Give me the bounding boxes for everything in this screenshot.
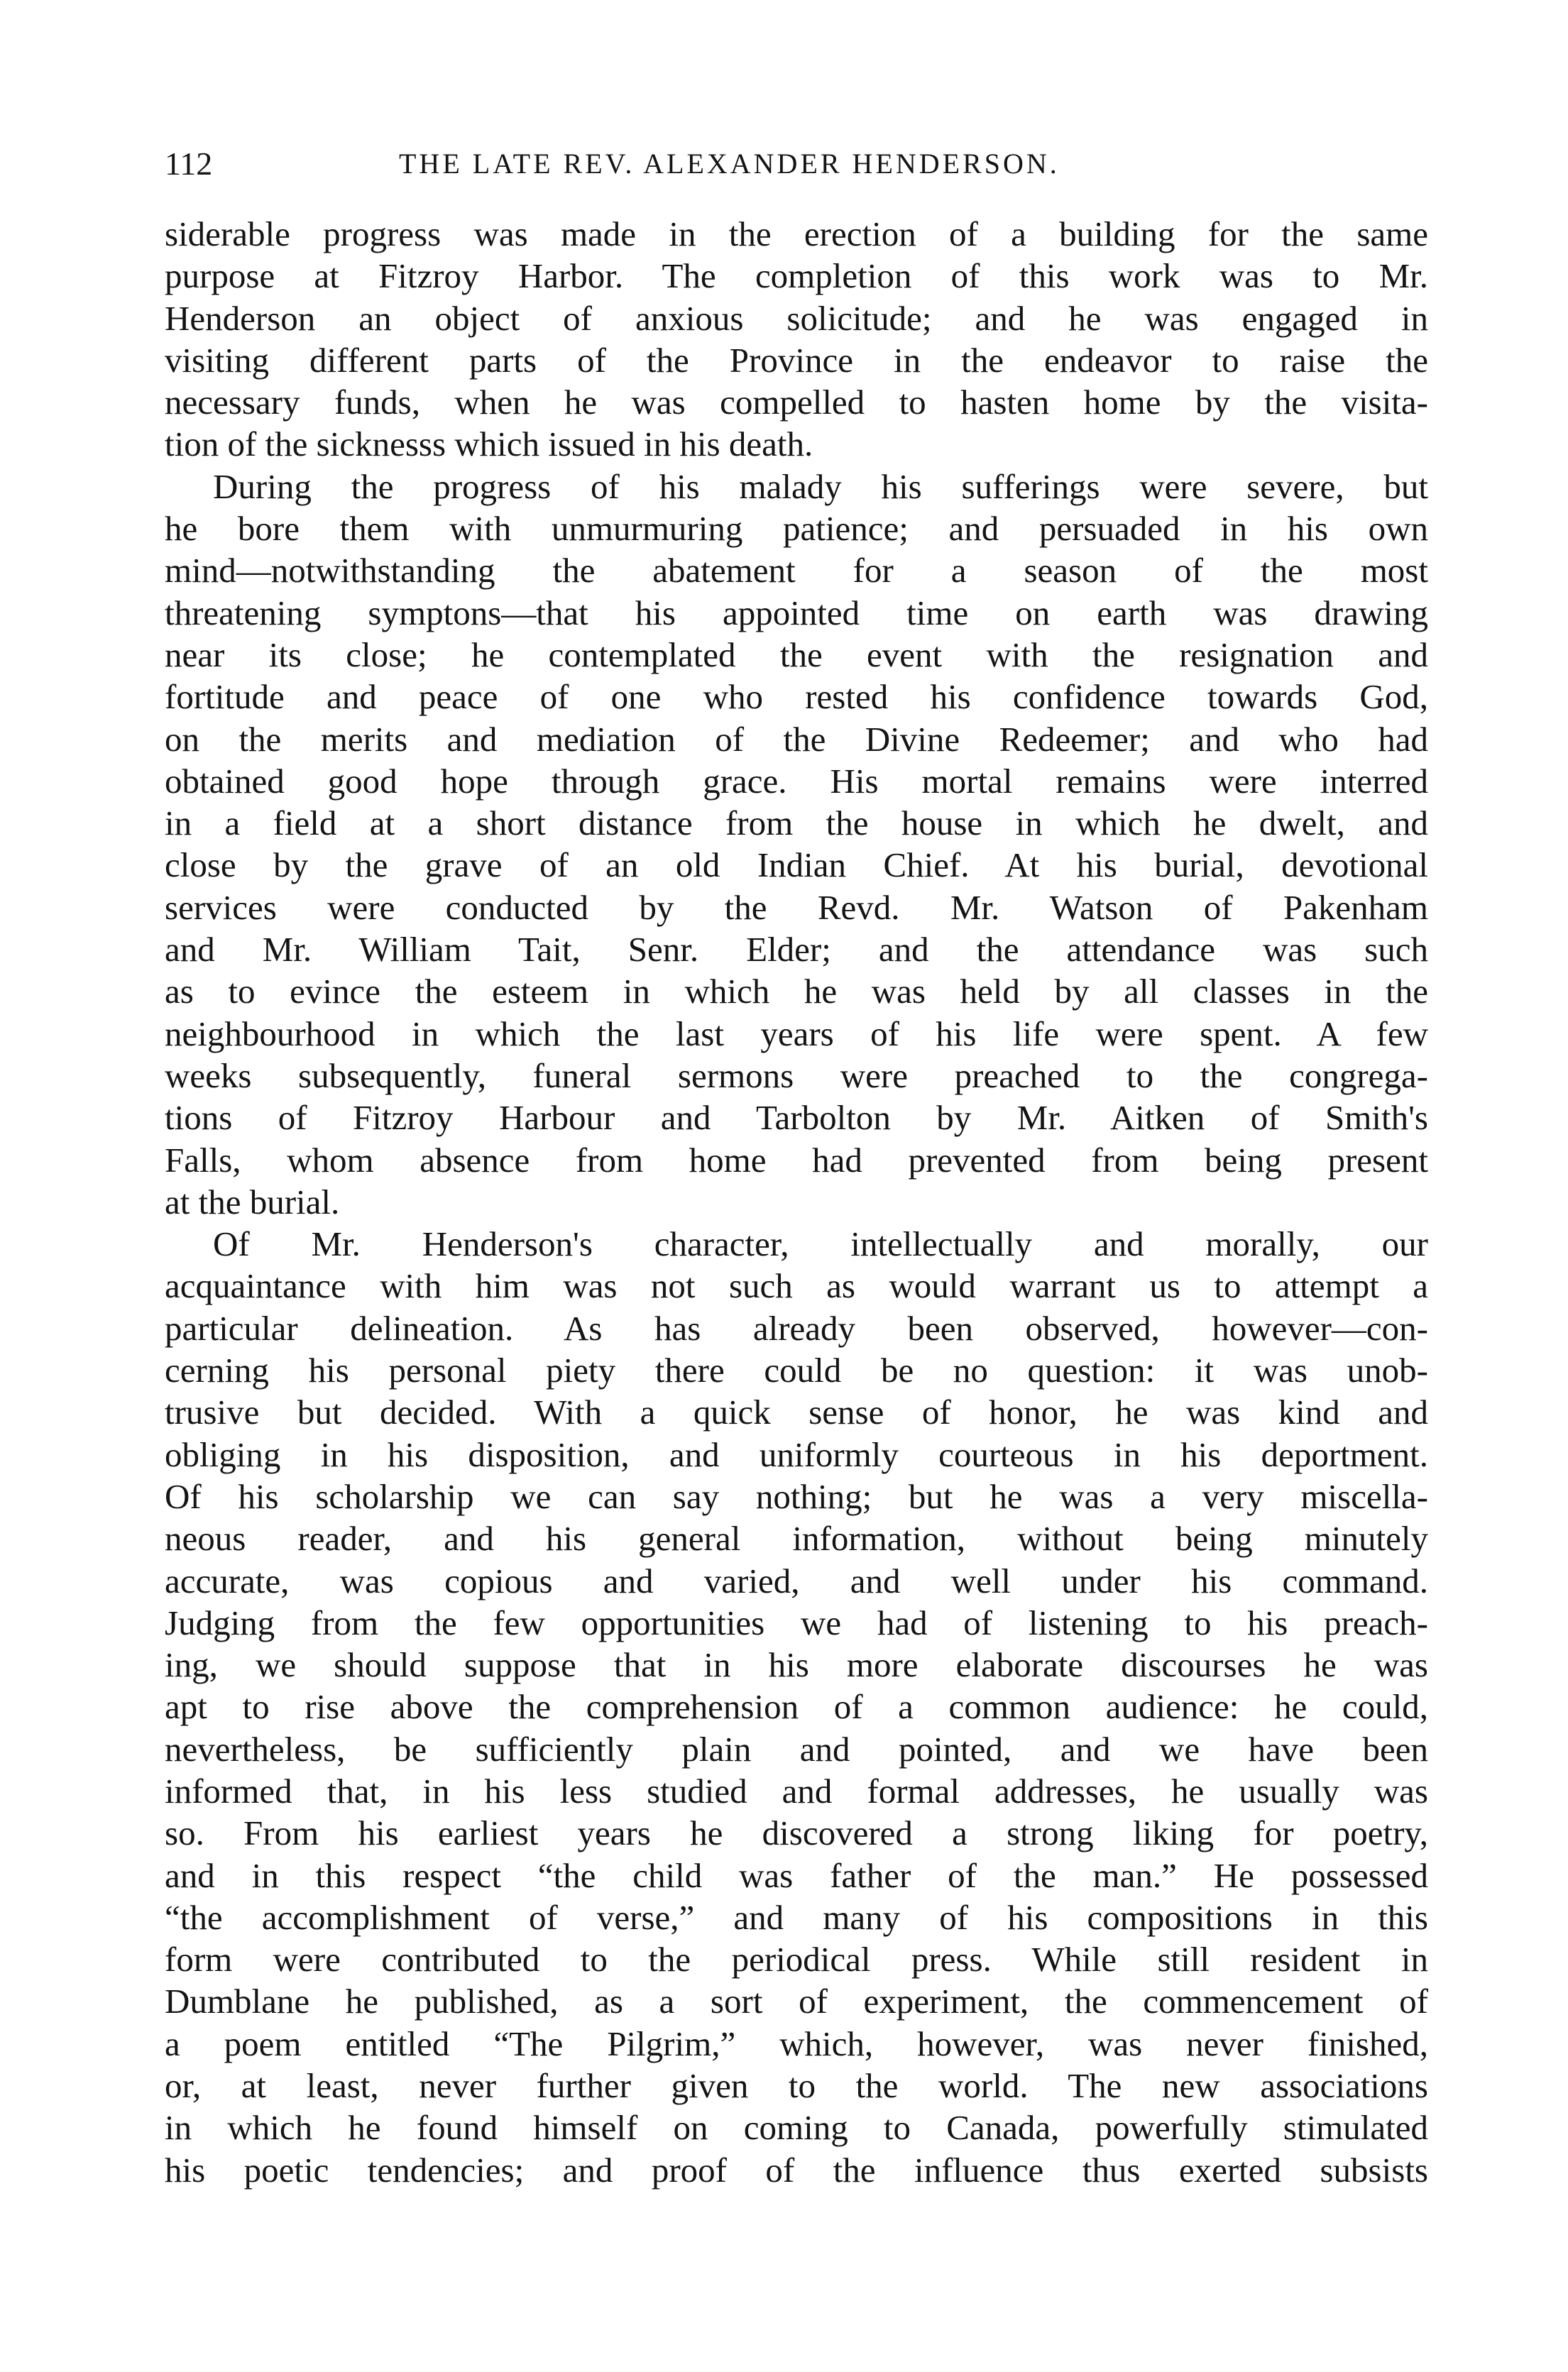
text-line: informed that, in his less studied and formal addresses, he usually was xyxy=(165,1771,1428,1811)
text-line: Judging from the few opportunities we had of listening to his preach- xyxy=(165,1603,1428,1642)
text-line: so. From his earliest years he discovered a strong liking for poetry, xyxy=(165,1813,1428,1853)
text-line: services were conducted by the Revd. Mr. Watson of Pakenham xyxy=(165,887,1428,927)
text-line: on the merits and mediation of the Divine Redeemer; and who had xyxy=(165,719,1428,759)
text-line: neous reader, and his general information, without being minutely xyxy=(165,1519,1428,1559)
text-line: or, at least, never further given to the world. The new associations xyxy=(165,2066,1428,2106)
text-line: purpose at Fitzroy Harbor. The completion of this work was to Mr. xyxy=(165,256,1428,296)
text-line: obliging in his disposition, and uniformly courteous in his deportment. xyxy=(165,1434,1428,1474)
text-line: form were contributed to the periodical press. While still resident in xyxy=(165,1940,1428,1980)
text-line: siderable progress was made in the erection of a building for the same xyxy=(165,214,1428,253)
text-line: and in this respect “the child was father of the man.” He possessed xyxy=(165,1855,1428,1895)
text-line: weeks subsequently, funeral sermons were preached to the congrega- xyxy=(165,1055,1428,1095)
text-line: at the burial. xyxy=(165,1182,340,1221)
text-line: trusive but decided. With a quick sense of honor, he was kind and xyxy=(165,1393,1428,1432)
text-line: acquaintance with him was not such as would warrant us to attempt a xyxy=(165,1266,1428,1306)
text-line: his poetic tendencies; and proof of the influence thus exerted subsists xyxy=(165,2150,1428,2190)
text-line: “the accomplishment of verse,” and many of his compositions in this xyxy=(165,1897,1428,1937)
text-line: Henderson an object of anxious solicitude; and he was engaged in xyxy=(165,298,1428,338)
text-line: in a field at a short distance from the house in which he dwelt, and xyxy=(165,803,1428,843)
page-number: 112 xyxy=(165,145,213,182)
text-line: Of his scholarship we can say nothing; but he was a very miscella- xyxy=(165,1476,1428,1516)
text-line: necessary funds, when he was compelled to hasten home by the visita- xyxy=(165,383,1428,422)
text-line: close by the grave of an old Indian Chief. At his burial, devotional xyxy=(165,845,1428,885)
paragraph-start: Of Mr. Henderson's character, intellectually and morally, our xyxy=(213,1224,1428,1264)
text-line: apt to rise above the comprehension of a common audience: he could, xyxy=(165,1687,1428,1727)
text-line: neighbourhood in which the last years of his life were spent. A few xyxy=(165,1014,1428,1053)
text-line: ing, we should suppose that in his more elaborate discourses he was xyxy=(165,1645,1428,1685)
text-line: particular delineation. As has already been observed, however—con- xyxy=(165,1308,1428,1348)
text-line: cerning his personal piety there could be no question: it was unob- xyxy=(165,1351,1428,1390)
text-line: he bore them with unmurmuring patience; and persuaded in his own xyxy=(165,509,1428,549)
text-line: near its close; he contemplated the event with the resignation and xyxy=(165,635,1428,674)
body-text xyxy=(165,213,1428,2191)
text-line: Falls, whom absence from home had prevented from being present xyxy=(165,1140,1428,1180)
running-title: THE LATE REV. ALEXANDER HENDERSON. xyxy=(399,148,1060,180)
text-line: tion of the sicknesss which issued in his death. xyxy=(165,424,813,464)
text-line: as to evince the esteem in which he was held by all classes in the xyxy=(165,972,1428,1011)
text-line: Dumblane he published, as a sort of experiment, the commencement of xyxy=(165,1982,1428,2021)
text-line: tions of Fitzroy Harbour and Tarbolton by Mr. Aitken of Smith's xyxy=(165,1098,1428,1138)
running-header xyxy=(165,139,1428,189)
text-line: obtained good hope through grace. His mortal remains were interred xyxy=(165,761,1428,801)
text-line: accurate, was copious and varied, and well under his command. xyxy=(165,1561,1428,1600)
text-line: visiting different parts of the Province in the endeavor to raise the xyxy=(165,340,1428,380)
text-line: in which he found himself on coming to Canada, powerfully stimulated xyxy=(165,2108,1428,2148)
text-line: mind—notwithstanding the abatement for a season of the most xyxy=(165,551,1428,591)
text-line: fortitude and peace of one who rested his confidence towards God, xyxy=(165,677,1428,717)
text-line: nevertheless, be sufficiently plain and pointed, and we have been xyxy=(165,1729,1428,1769)
text-line: a poem entitled “The Pilgrim,” which, however, was never finished, xyxy=(165,2024,1428,2063)
text-line: and Mr. William Tait, Senr. Elder; and the attendance was such xyxy=(165,930,1428,970)
paragraph-start: During the progress of his malady his sufferings were severe, but xyxy=(213,466,1428,506)
text-line: threatening symptons—that his appointed time on earth was drawing xyxy=(165,593,1428,632)
